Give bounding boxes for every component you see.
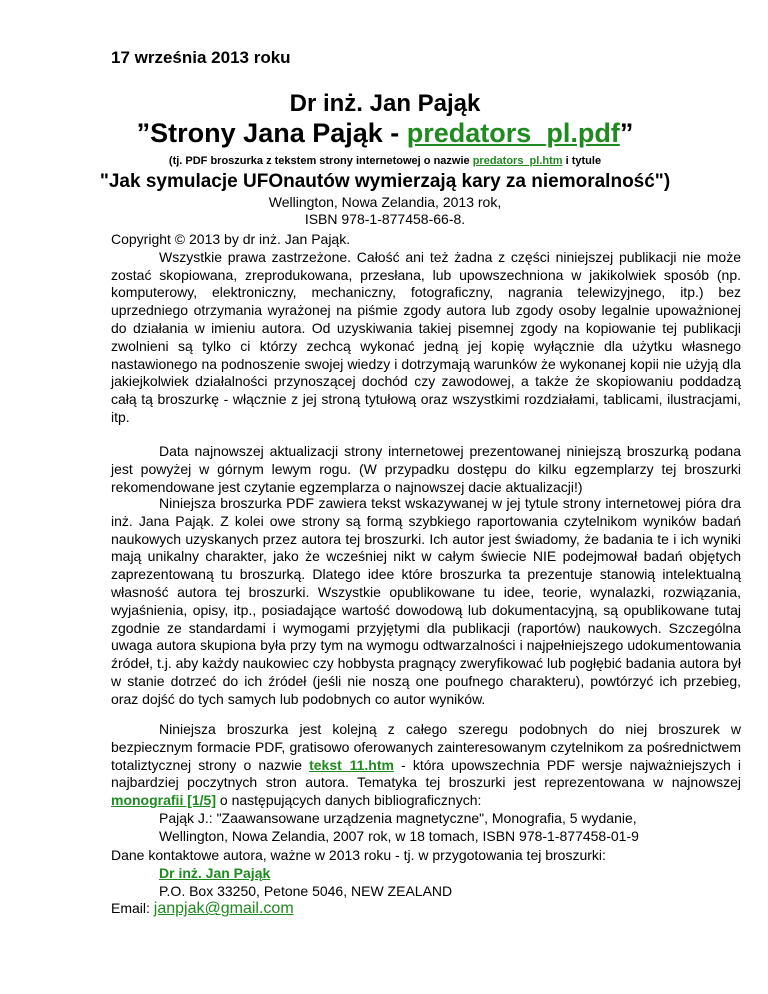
content-paragraph — [111, 495, 741, 709]
series-paragraph — [111, 721, 741, 846]
update-date: 17 września 2013 roku — [111, 48, 291, 67]
update-text: Data najnowszej aktualizacji strony internetowej prezentowanej niniejszą broszurką podana jest powyżej w górnym lewym rogu. (W przypadku dostępu do kilku egzemplarzy tej broszurki rekomendowane jest czytanie egzemplarza o najnowszej dacie aktualizacji!) — [111, 443, 741, 495]
copyright-text: Wszystkie prawa zastrzeżone. Całość ani też żadna z części niniejszej publikacji nie może zostać skopiowana, zreprodukowana, przesłana, lub upowszechniona w jakikolwiek sposób (np. komputerowy, elektroniczny, mechaniczny, fotograficzny, nagrania telewizyjnego, itp.) bez uprzedniego otrzymania wyrażonej na piśmie zgody autora lub zgody osoby legalnie upoważnionej do działania w imieniu autora. Od uzyskiwania takiej pisemnej zgody na kopiowanie tej publikacji zwolnieni są tylko ci którzy zechcą wykonać jedną jej kopię wyłącznie dla użytku własnego nastawionego na podnoszenie swojej wiedzy i dotrzymają warunków że wykonanej kopii nie użyją dla jakiejkolwiek działalności przynoszącej dochód czy zawodowej, a także że skopiowaniu poddadzą całą tą broszurkę - włącznie z jej stroną tytułową oraz wszystkimi rozdziałami, tablicami, ilustracjami, itp. — [111, 248, 741, 425]
title-prefix: ”Strony Jana Pająk - — [136, 118, 407, 148]
series-text — [111, 721, 741, 810]
series-part3: o następujących danych bibliograficznych: — [216, 792, 482, 809]
publication-place: Wellington, Nowa Zelandia, 2013 rok, — [268, 194, 502, 210]
copyright-section — [111, 231, 741, 427]
reference-line-2: Wellington, Nowa Zelandia, 2007 rok, w 18 tomach, ISBN 978-1-877458-01-9 — [159, 827, 639, 844]
contact-address: P.O. Box 33250, Petone 5046, NEW ZEALAND — [159, 882, 453, 899]
htm-link[interactable]: predators_pl.htm — [472, 155, 563, 167]
document-subtitle — [90, 155, 680, 167]
update-paragraph — [111, 443, 741, 496]
isbn: ISBN 978-1-877458-66-8. — [304, 211, 466, 227]
contact-email-line — [111, 900, 741, 918]
tekst-link[interactable]: tekst_11.htm — [309, 756, 394, 773]
title-suffix: ” — [619, 118, 634, 148]
series-part2: - która upowszechnia PDF wersje najważniejszych i najbardziej poczytnych stron autora. Tematyka tej broszurki jest reprezentowana w najnowszej — [111, 756, 741, 791]
page-tagline: "Jak symulacje UFOnautów wymierzają kary za niemoralność") — [99, 171, 671, 192]
series-part1: Niniejsza broszurka jest kolejną z całego szeregu podobnych do niej broszurek w bezpiecznym formacie PDF, gratisowo oferowanych zainteresowanym czytelnikom za pośrednictwem totaliztycznej strony o nazwie — [111, 721, 741, 773]
subtitle-suffix: i tytule — [562, 155, 602, 167]
contact-intro: Dane kontaktowe autora, ważne w 2013 roku - tj. w przygotowania tej broszurki: — [111, 847, 606, 863]
email-label: Email: — [111, 900, 154, 917]
pdf-link[interactable]: predators_pl.pdf — [406, 118, 620, 148]
copyright-line: Copyright © 2013 by dr inż. Jan Pająk. — [111, 231, 351, 247]
reference-line-1: Pająk J.: "Zaawansowane urządzenia magnetyczne", Monografia, 5 wydanie, — [159, 809, 637, 826]
email-link[interactable]: janpjak@gmail.com — [153, 900, 294, 918]
author-heading: Dr inż. Jan Pająk — [289, 90, 481, 117]
subtitle-prefix: (tj. PDF broszurka z tekstem strony internetowej o nazwie — [168, 155, 473, 167]
content-text: Niniejsza broszurka PDF zawiera tekst wskazywanej w jej tytule strony internetowej pióra dra inż. Jana Pająk. Z kolei owe strony są formą szybkiego raportowania czytelnikom wyników badań naukowych uzyskanych przez autora tej broszurki. Ich autor jest świadomy, że badania te i ich wyniki mają unikalny charakter, jako że wcześniej nikt w całym świecie NIE podejmował badań objętych zaprezentowaną tu broszurką. Dlatego idee które broszurka ta prezentuje stanowią intelektualną własność autora tej broszurki. Wszystkie opublikowane tu idee, teorie, wynalazki, rozwiązania, wyjaśnienia, opisy, itp., posiadające wartość dowodową lub dokumentacyjną, są opublikowane tutaj zgodnie ze standardami i wymogami przyjętymi dla publikacji (raportów) naukowych. Szczególna uwaga autora skupiona była przy tym na wymogu odtwarzalności i najpełniejszego udokumentowania źródeł, t.j. aby każdy naukowiec czy hobbysta pragnący zweryfikować lub pogłębić badania autora był w stanie dotrzeć do ich źródeł (jeśli nie noszą one poufnego charakteru), powtórzyć ich przebieg, oraz dojść do tych samych lub podobnych co autor wyników. — [111, 495, 741, 707]
contact-section — [111, 847, 741, 918]
document-title — [90, 118, 680, 149]
contact-name-link[interactable]: Dr inż. Jan Pająk — [159, 864, 271, 881]
monograph-link[interactable]: monografii [1/5] — [111, 792, 217, 809]
